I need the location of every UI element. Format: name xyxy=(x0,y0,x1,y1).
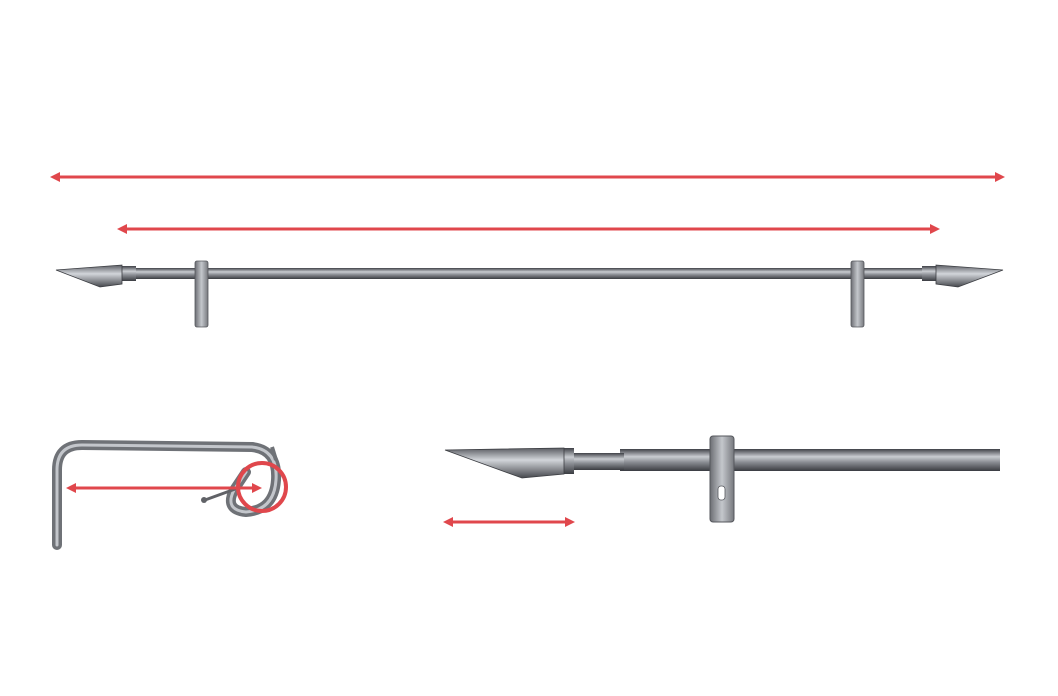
curtain-rod-full xyxy=(56,261,1003,327)
left-bracket-icon xyxy=(195,261,208,327)
length-without-finials-arrow xyxy=(117,224,940,234)
length-with-finials-arrow xyxy=(50,172,1005,182)
wall-bracket-icon xyxy=(57,445,286,545)
right-finial-icon xyxy=(936,265,1003,287)
right-bracket-icon xyxy=(851,261,864,327)
finial-detail xyxy=(445,436,1000,522)
finial-width-arrow xyxy=(443,517,575,527)
detail-bracket-icon xyxy=(710,436,734,522)
left-finial-icon xyxy=(56,265,122,287)
finial-detail-icon xyxy=(445,448,564,478)
